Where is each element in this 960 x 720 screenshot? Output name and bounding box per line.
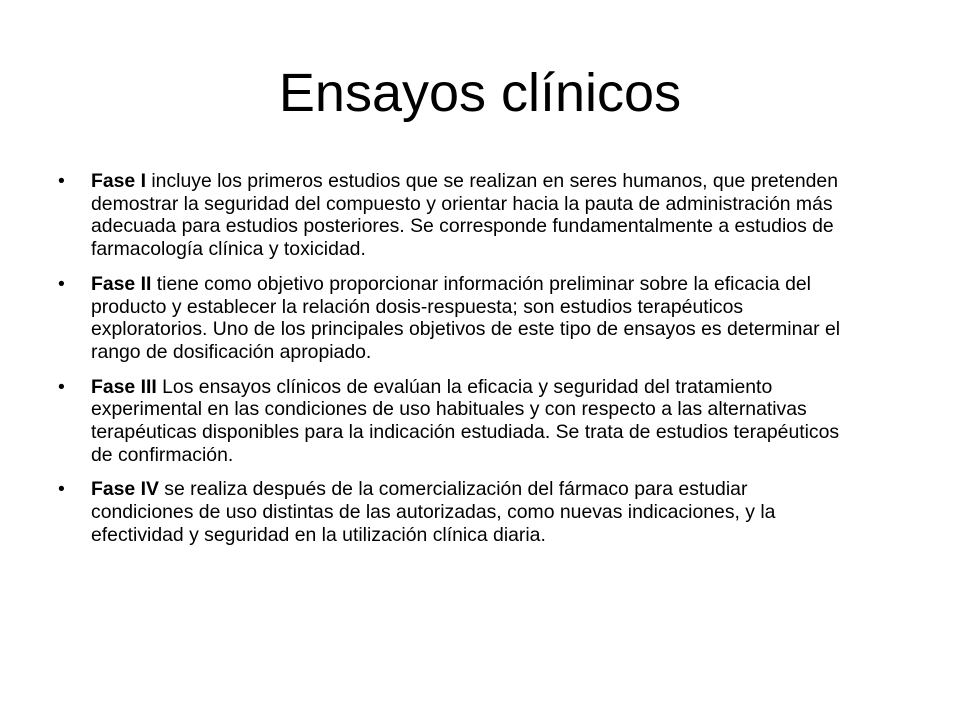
phase-description: Los ensayos clínicos de evalúan la eficacia y seguridad del tratamiento experimental en las condiciones de uso habituales y con respecto a las alternativas terapéuticas disponibles para la indicación estudiada. Se trata de estudios terapéuticos de confirmación. bbox=[91, 375, 840, 466]
phase-description: tiene como objetivo proporcionar información preliminar sobre la eficacia del producto y establecer la relación dosis-respuesta; son estudios terapéuticos exploratorios. Uno de los principales objetivos de este tipo de ensayos es determinar el rango de dosificación apropiado. bbox=[91, 272, 841, 363]
phase-description: incluye los primeros estudios que se realizan en seres humanos, que pretenden demostrar la seguridad del compuesto y orientar hacia la pauta de administración más adecuada para estudios posteriores. Se corresponde fundamentalmente a estudios de farmacología clínica y toxicidad. bbox=[91, 170, 838, 261]
phase-label: Fase II bbox=[91, 272, 152, 295]
bullet-list bbox=[58, 170, 848, 559]
slide-title: Ensayos clínicos bbox=[278, 63, 682, 123]
bullet-icon: • bbox=[58, 375, 65, 398]
phase-label: Fase IV bbox=[91, 478, 159, 501]
bullet-icon: • bbox=[58, 272, 65, 295]
bullet-item-fase-3 bbox=[58, 376, 848, 467]
bullet-item-fase-4 bbox=[58, 478, 848, 546]
phase-label: Fase I bbox=[91, 170, 146, 192]
phase-label: Fase III bbox=[91, 375, 157, 398]
bullet-icon: • bbox=[58, 170, 65, 192]
bullet-icon: • bbox=[58, 478, 65, 501]
phase-description: se realiza después de la comercialización del fármaco para estudiar condiciones de uso distintas de las autorizadas, como nuevas indicaciones, y la efectividad y seguridad en la utilización clínica diaria. bbox=[91, 478, 776, 546]
bullet-item-fase-2 bbox=[58, 273, 848, 364]
bullet-item-fase-1 bbox=[58, 170, 848, 261]
